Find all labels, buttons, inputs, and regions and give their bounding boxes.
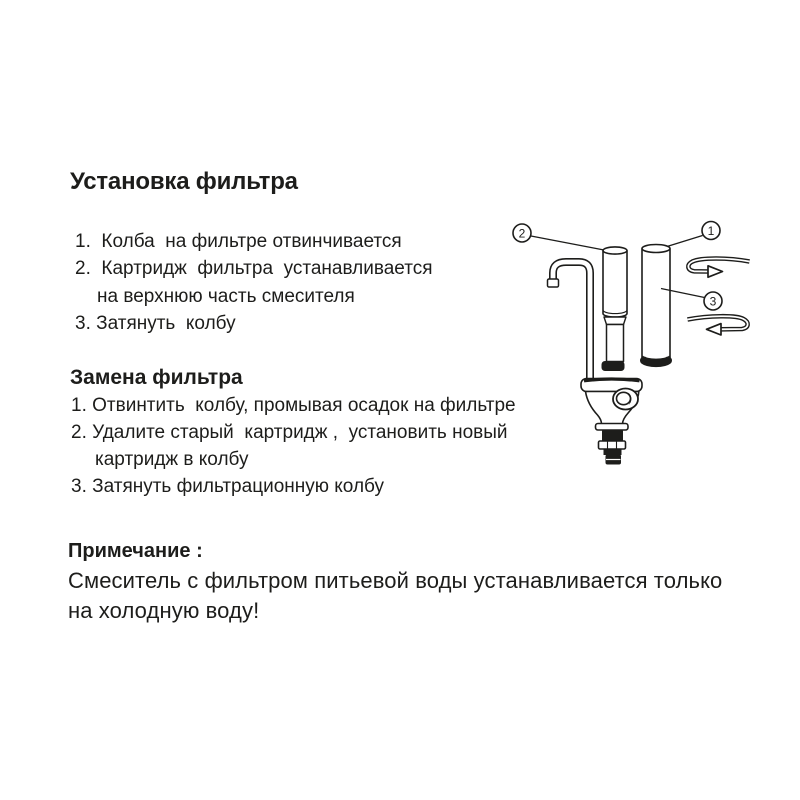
replace-step-2-continued: картридж в колбу: [95, 449, 249, 470]
faucet-body-drawing: [581, 379, 642, 465]
replace-section-heading: Замена фильтра: [70, 366, 243, 389]
replace-step-3: 3. Затянуть фильтрационную колбу: [71, 476, 384, 497]
svg-text:3: 3: [709, 294, 717, 309]
page-title: Установка фильтра: [70, 168, 298, 195]
replace-steps-list: [71, 392, 516, 500]
install-step-3: 3. Затянуть колбу: [75, 313, 236, 335]
note-heading: Примечание :: [68, 540, 203, 562]
install-step-2-continued: на верхнюю часть смесителя: [97, 285, 355, 307]
replace-step-2: 2. Удалите старый картридж , установить новый: [71, 422, 508, 443]
filter-housing-drawing: [602, 247, 628, 371]
install-step-1: 1. Колба на фильтре отвинчивается: [75, 231, 402, 252]
filter-cartridge-drawing: [642, 245, 670, 366]
svg-text:1: 1: [707, 223, 715, 238]
note-text: [68, 566, 722, 625]
callout-3: [704, 292, 722, 310]
note-line-1: Смеситель с фильтром питьевой воды устанавливается только: [68, 568, 723, 593]
rotate-counterclockwise-arrow-icon: [688, 316, 748, 335]
install-steps-list: [75, 228, 432, 338]
svg-text:2: 2: [518, 226, 526, 241]
install-step-2: 2. Картридж фильтра устанавливается: [75, 258, 433, 280]
callout-1: [702, 222, 720, 240]
filter-diagram: [478, 195, 763, 480]
faucet-spout-drawing: [548, 262, 591, 381]
callout-1-leader: [667, 236, 703, 247]
note-line-2: на холодную воду!: [68, 597, 260, 623]
replace-step-1: 1. Отвинтить колбу, промывая осадок на фильтре: [71, 395, 516, 416]
faucet-handle-drawing: [613, 389, 638, 410]
callout-2-leader: [531, 236, 604, 250]
rotate-clockwise-arrow-icon: [688, 259, 749, 278]
callout-2: [513, 224, 531, 242]
